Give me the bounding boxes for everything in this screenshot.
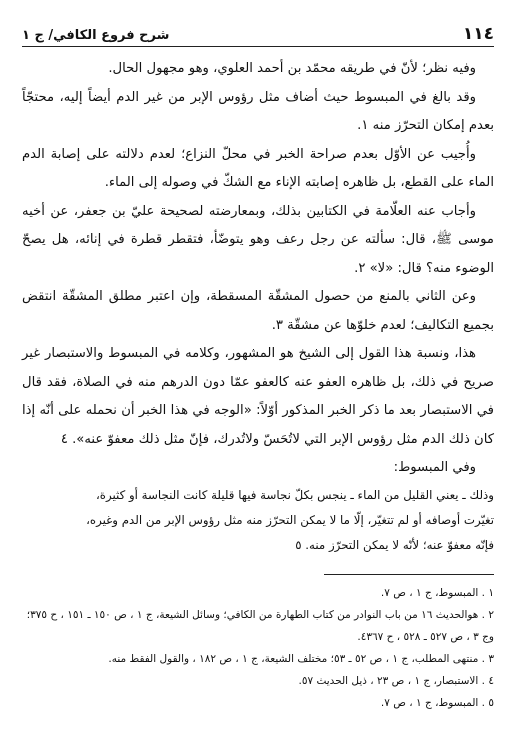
- paragraph: وأجاب عنه العلّامة في الكتابين بذلك، وبمعارضته لصحيحة عليّ بن جعفر، عن أخيه موسى ﷺ، قال: سألته عن رجل رعف وهو يتوضّأ، فتقطر قطرة في إنائه، هل يصحّ الوضوء منه؟ قال: «لا» ٢.: [22, 203, 494, 276]
- footnote: ٢ . هوالحديث ١٦ من باب النوادر من كتاب الطهارة من الكافي؛ وسائل الشيعة، ج ١ ، ص ١٥٠ ـ ١٥١ ، ح ٣٧٥؛ وج ٣ ، ص ٥٢٧ ـ ٥٢٨ ، ح ٤٣٦٧.: [26, 609, 494, 643]
- footnote: ٤ . الاستبصار، ج ١ ، ص ٢٣ ، ذيل الحديث ٥٧.: [298, 675, 494, 687]
- quote-line: وذلك ـ يعني القليل من الماء ـ ينجس بكلّ نجاسة فيها قليلة كانت النجاسة أو كثيرة،: [95, 487, 494, 502]
- paragraph: وأُجيب عن الأوّل بعدم صراحة الخبر في محلّ النزاع؛ لعدم دلالته على إصابة الدم الماء على القطع، بل ظاهره إصابته الإناء مع الشكّ في وصوله إلى الماء.: [22, 146, 494, 190]
- footnote: ٣ . منتهى المطلب، ج ١ ، ص ٥٢ ـ ٥٣؛ مختلف الشيعة، ج ١ ، ص ١٨٢ ، والقول الفقط منه.: [108, 653, 494, 665]
- quote-line: تغيّرت أوصافه أو لم تتغيّر، إلّا ما لا يمكن التحرّز منه مثل رؤوس الإبر من الدم وغيره،: [86, 512, 494, 527]
- footnote: ١ . المبسوط، ج ١ ، ص ٧.: [380, 587, 494, 599]
- block-quote: [22, 483, 494, 558]
- main-text: [22, 55, 494, 558]
- page-header: [22, 20, 494, 47]
- paragraph: هذا، ونسبة هذا القول إلى الشيخ هو المشهور، وكلامه في المبسوط والاستبصار غير صريح في ذلك، بل ظاهره العفو عنه كالعفو عمّا دون الدرهم منه في الصلاة، فقد قال في الاستبصار بعد ما ذكر الخبر المذكور أوّلاً: «الوجه في هذا الخبر أن نحمله على أنّه إذا كان ذلك الدم مثل رؤوس الإبر التي لاتُحَسّ ولاتُدرك، فإنّ مثل ذلك معفوّ عنه». ٤: [22, 346, 494, 447]
- running-title: شرح فروع الكافي/ ج ١: [22, 28, 170, 43]
- quote-line: فإنّه معفوّ عنه؛ لأنّه لا يمكن التحرّز منه. ٥: [295, 537, 494, 552]
- paragraph: وفي المبسوط:: [393, 460, 476, 475]
- page-number: ١١٤: [462, 24, 494, 44]
- footnote-separator: [324, 574, 494, 575]
- paragraph: وقد بالغ في المبسوط حيث أضاف مثل رؤوس الإبر من غير الدم أيضاً إليه، محتجّاً بعدم إمكان التحرّز منه ١.: [22, 89, 494, 133]
- footnote: ٥ . المبسوط، ج ١ ، ص ٧.: [380, 697, 494, 709]
- footnotes: [22, 582, 494, 714]
- paragraph: وفيه نظر؛ لأنّ في طريقه محمّد بن أحمد العلوي، وهو مجهول الحال.: [108, 61, 476, 76]
- paragraph: وعن الثاني بالمنع من حصول المشقّة المسقطة، وإن اعتبر مطلق المشقّة انتقض بجميع التكاليف؛ لعدم خلوّها عن مشقّة ٣.: [22, 289, 494, 333]
